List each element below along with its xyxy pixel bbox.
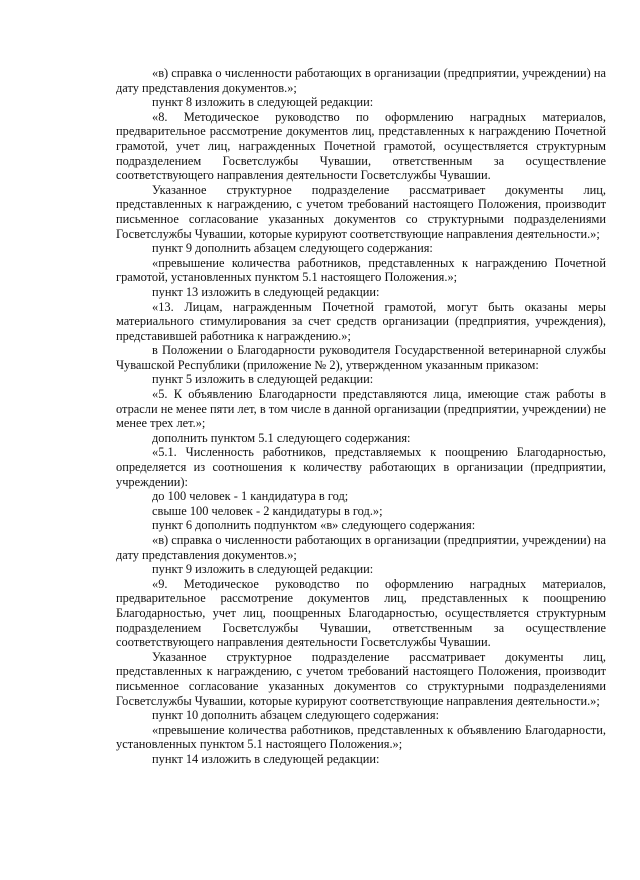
paragraph-4: Указанное структурное подразделение рассматривает документы лиц, представленных к награждению, с учетом требований настоящего Положения, производит письменное согласование указанных документов со структурными подразделениями Госветслужбы Чувашии, которые курируют соответствующие направления деятельности.»; xyxy=(116,182,606,241)
paragraph-13: «5.1. Численность работников, представляемых к поощрению Благодарностью, определяется из соотношения к количеству работающих в организации (предприятии, учреждении): xyxy=(116,445,606,489)
paragraph-6: «превышение количества работников, представленных к награждению Почетной грамотой, установленных пунктом 5.1 настоящего Положения.»; xyxy=(116,255,606,285)
paragraph-19: «9. Методическое руководство по оформлению наградных материалов, предварительное рассмотрение документов лиц, представленных к поощрению Благодарностью, учет лиц, поощренных Благодарностью, осуществляется структурным подразделением Госветслужбы Чувашии, ответственным за осуществление соответствующего направления деятельности Госветслужбы Чувашии. xyxy=(116,576,606,650)
paragraph-22: «превышение количества работников, представленных к объявлению Благодарности, установленных пунктом 5.1 настоящего Положения.»; xyxy=(116,722,606,752)
paragraph-18: пункт 9 изложить в следующей редакции: xyxy=(152,562,374,577)
paragraph-5: пункт 9 дополнить абзацем следующего содержания: xyxy=(152,241,433,256)
paragraph-10: пункт 5 изложить в следующей редакции: xyxy=(152,372,374,387)
document-page xyxy=(116,66,606,767)
paragraph-23: пункт 14 изложить в следующей редакции: xyxy=(152,751,380,766)
paragraph-17: «в) справка о численности работающих в организации (предприятии, учреждении) на дату представления документов.»; xyxy=(116,533,606,562)
paragraph-20: Указанное структурное подразделение рассматривает документы лиц, представленных к награждению, с учетом требований настоящего Положения, производит письменное согласование указанных документов со структурными подразделениями Госветслужбы Чувашии, которые курируют соответствующие направления деятельности.»; xyxy=(116,649,606,708)
paragraph-11: «5. К объявлению Благодарности представляются лица, имеющие стаж работы в отрасли не менее пяти лет, в том числе в данной организации (предприятии, учреждении) не менее трех лет.»; xyxy=(116,387,606,431)
paragraph-8: «13. Лицам, награжденным Почетной грамотой, могут быть оказаны меры материального стимулирования за счет средств организации (предприятия, учреждения), представившей работника к награждению.»; xyxy=(116,299,606,343)
paragraph-7: пункт 13 изложить в следующей редакции: xyxy=(152,284,380,299)
paragraph-16: пункт 6 дополнить подпунктом «в» следующего содержания: xyxy=(152,518,476,533)
paragraph-12: дополнить пунктом 5.1 следующего содержания: xyxy=(152,430,411,445)
paragraph-15: свыше 100 человек - 2 кандидатуры в год.»; xyxy=(152,503,383,518)
paragraph-3: «8. Методическое руководство по оформлению наградных материалов, предварительное рассмотрение документов лиц, представленных к награждению Почетной грамотой, учет лиц, награжденных Почетной грамотой, осуществляется структурным подразделением Госветслужбы Чувашии, ответственным за осуществление соответствующего направления деятельности Госветслужбы Чувашии. xyxy=(116,109,606,183)
paragraph-21: пункт 10 дополнить абзацем следующего содержания: xyxy=(152,708,440,723)
paragraph-1: «в) справка о численности работающих в организации (предприятии, учреждении) на дату представления документов.»; xyxy=(116,66,606,95)
paragraph-14: до 100 человек - 1 кандидатура в год; xyxy=(152,489,349,504)
paragraph-9: в Положении о Благодарности руководителя Государственной ветеринарной службы Чувашской Республики (приложение № 2), утвержденном указанным приказом: xyxy=(116,343,606,372)
paragraph-2: пункт 8 изложить в следующей редакции: xyxy=(152,95,374,110)
